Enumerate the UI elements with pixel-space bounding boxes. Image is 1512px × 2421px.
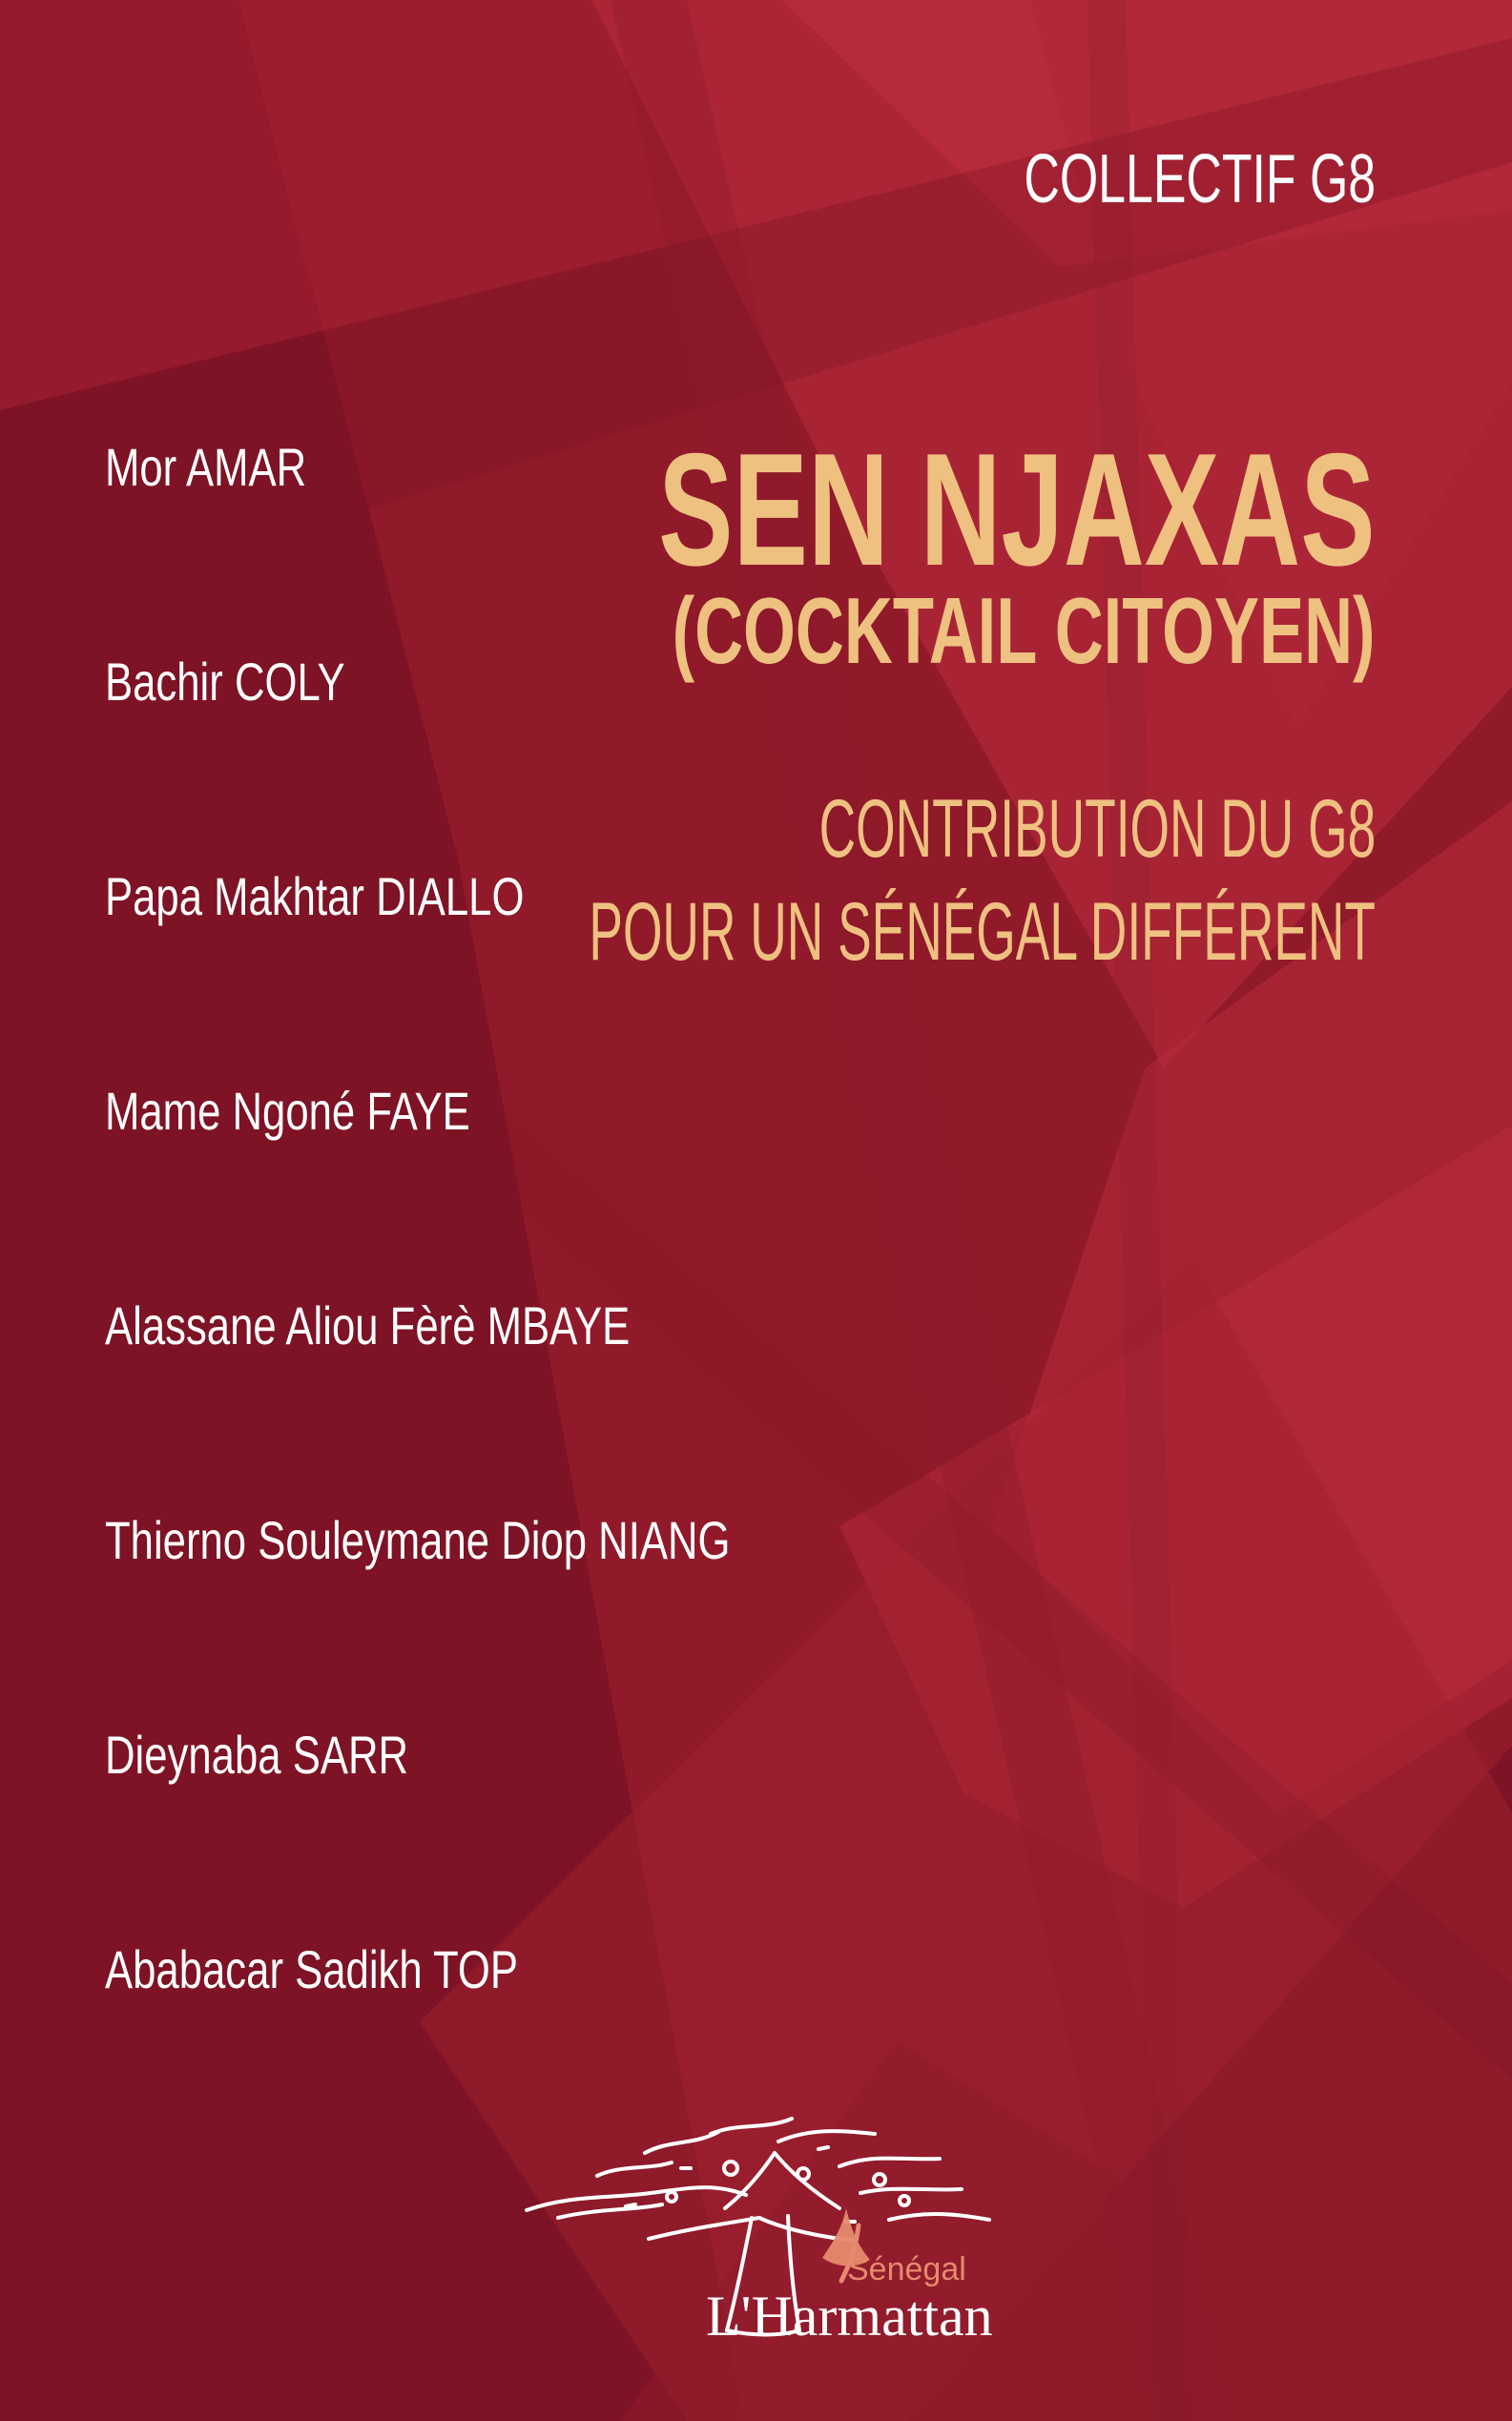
book-subtitle: (COCKTAIL CITOYEN) [673, 578, 1376, 683]
author-name: Thierno Souleymane Diop NIANG [105, 1510, 731, 1570]
author-name: Bachir COLY [105, 652, 345, 712]
author-name: Alassane Aliou Fèrè MBAYE [105, 1295, 631, 1355]
tagline-line-1: CONTRIBUTION DU G8 [818, 783, 1376, 875]
author-list [105, 0, 963, 2421]
publisher-country: Sénégal [847, 2251, 966, 2287]
publisher-name: L'Harmattan [706, 2285, 993, 2348]
author-name: Dieynaba SARR [105, 1725, 409, 1785]
author-name: Mame Ngoné FAYE [105, 1081, 470, 1141]
author-name: Ababacar Sadikh TOP [105, 1939, 519, 1999]
author-name: Papa Makhtar DIALLO [105, 866, 525, 926]
tagline-line-2: POUR UN SÉNÉGAL DIFFÉRENT [589, 886, 1376, 978]
author-name: Mor AMAR [105, 437, 307, 497]
collective-name: COLLECTIF G8 [1024, 141, 1376, 217]
book-title: SEN NJAXAS [658, 420, 1376, 599]
